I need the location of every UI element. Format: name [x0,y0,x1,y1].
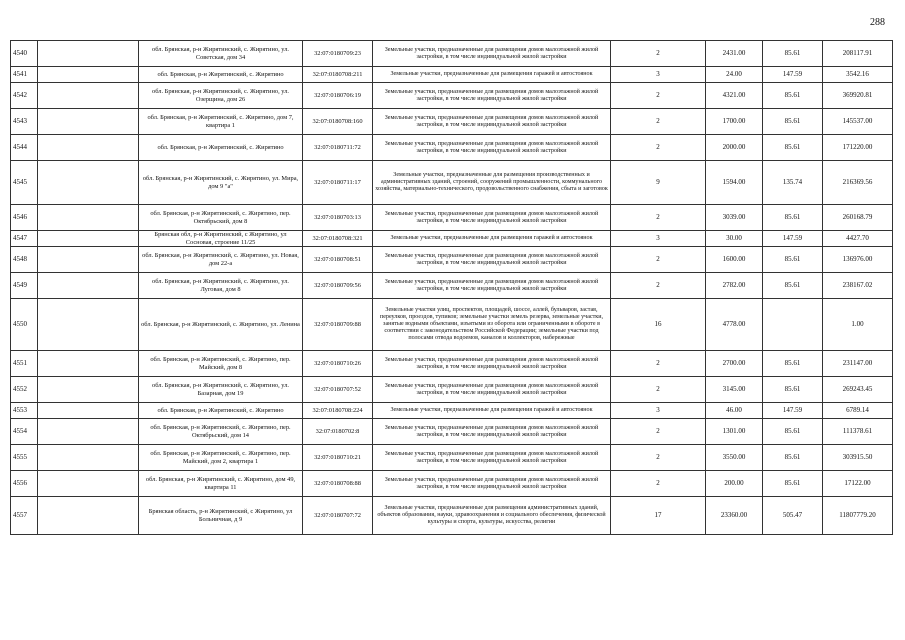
cell-id: 4544 [11,135,38,161]
cell-empty [38,109,139,135]
cell-cadastral: 32:07:0180711:72 [303,135,373,161]
cell-empty [38,299,139,351]
cell-id: 4548 [11,247,38,273]
cell-area: 4778.00 [706,299,763,351]
cell-rate: 85.61 [763,83,823,109]
cell-value: 369920.81 [823,83,893,109]
cell-use: Земельные участки, предназначенные для размещения гаражей и автостоянок [373,403,611,419]
cell-use: Земельные участки, предназначенные для размещения гаражей и автостоянок [373,67,611,83]
cell-empty [38,419,139,445]
cell-area: 30.00 [706,231,763,247]
cell-empty [38,205,139,231]
cell-rate: 505.47 [763,497,823,535]
table-row [11,351,893,377]
cell-cadastral: 32:07:0180709:56 [303,273,373,299]
table-row [11,109,893,135]
cell-area: 24.00 [706,67,763,83]
cell-address: обл. Брянская, р-н Жирятинский, с. Жирятино, дом 7, квартира 1 [139,109,303,135]
cell-empty [38,377,139,403]
cell-empty [38,41,139,67]
table-row [11,247,893,273]
cell-use: Земельные участки, предназначенные для размещения домов малоэтажной жилой застройки, в том числе индивидуальной жилой застройки [373,471,611,497]
cell-group: 2 [611,205,706,231]
cadastral-table [10,40,893,535]
cell-id: 4542 [11,83,38,109]
cell-empty [38,247,139,273]
cell-use: Земельные участки, предназначенные для размещения гаражей и автостоянок [373,231,611,247]
table-row [11,403,893,419]
table-row [11,445,893,471]
table-row [11,273,893,299]
cell-group: 2 [611,109,706,135]
cell-cadastral: 32:07:0180707:52 [303,377,373,403]
cell-use: Земельные участки, предназначенные для размещения домов малоэтажной жилой застройки, в том числе индивидуальной жилой застройки [373,83,611,109]
table-row [11,497,893,535]
cell-rate: 147.59 [763,67,823,83]
cell-use: Земельные участки, предназначенные для размещения домов малоэтажной жилой застройки, в том числе индивидуальной жилой застройки [373,41,611,67]
cell-value: 260168.79 [823,205,893,231]
cell-empty [38,231,139,247]
cell-cadastral: 32:07:0180710:21 [303,445,373,471]
cell-address: обл. Брянская, р-н Жирятинский, с. Жирятино, пер. Октябрьский, дом 8 [139,205,303,231]
cell-value: 303915.50 [823,445,893,471]
table-row [11,377,893,403]
cell-area: 2782.00 [706,273,763,299]
cell-id: 4546 [11,205,38,231]
table-row [11,471,893,497]
cell-address: обл. Брянская, р-н Жирятинский, с. Жирятино [139,67,303,83]
cell-rate: 85.61 [763,377,823,403]
cell-group: 2 [611,135,706,161]
cell-use: Земельные участки улиц, проспектов, площадей, шоссе, аллей, бульваров, застав, переулков, проездов, тупиков; земельные участки земель резерва, земельные участки, занятые водными объектами, изъятыми из оборота или ограниченными в обороте в соответствии с законодательством Российской Федерации; земельные участки под полосами отвода водоемов, каналов и коллекторов, набережные [373,299,611,351]
cell-cadastral: 32:07:0180703:13 [303,205,373,231]
cell-group: 16 [611,299,706,351]
cell-address: обл. Брянская, р-н Жирятинский, с. Жирятино [139,135,303,161]
table-row [11,83,893,109]
cell-area: 1700.00 [706,109,763,135]
cell-value: 6789.14 [823,403,893,419]
cell-use: Земельные участки, предназначенные для размещения домов малоэтажной жилой застройки, в том числе индивидуальной жилой застройки [373,351,611,377]
table-row [11,161,893,205]
cell-rate: 135.74 [763,161,823,205]
cell-address: обл. Брянская, р-н Жирятинский, с. Жирятино, ул. Луговая, дом 8 [139,273,303,299]
cell-empty [38,135,139,161]
cell-area: 2700.00 [706,351,763,377]
cell-area: 1600.00 [706,247,763,273]
cell-cadastral: 32:07:0180710:26 [303,351,373,377]
cell-value: 17122.00 [823,471,893,497]
cell-address: обл. Брянская, р-н Жирятинский, с. Жирятино, пер. Майский, дом 2, квартира 1 [139,445,303,471]
cell-id: 4550 [11,299,38,351]
cell-value: 238167.02 [823,273,893,299]
cell-cadastral: 32:07:0180708:321 [303,231,373,247]
cell-group: 2 [611,445,706,471]
cell-area: 23360.00 [706,497,763,535]
cell-value: 231147.00 [823,351,893,377]
cell-value: 1.00 [823,299,893,351]
cell-address: обл. Брянская, р-н Жирятинский, с. Жирятино, ул. Базарная, дом 19 [139,377,303,403]
cell-cadastral: 32:07:0180708:224 [303,403,373,419]
cell-rate: 85.61 [763,135,823,161]
cell-cadastral: 32:07:0180708:51 [303,247,373,273]
cell-group: 3 [611,403,706,419]
cell-use: Земельные участки, предназначенные для размещения домов малоэтажной жилой застройки, в том числе индивидуальной жилой застройки [373,377,611,403]
cell-group: 17 [611,497,706,535]
cell-rate: 85.61 [763,41,823,67]
cell-value: 171220.00 [823,135,893,161]
cell-value: 145537.00 [823,109,893,135]
cell-use: Земельные участки, предназначенные для размещения домов малоэтажной жилой застройки, в том числе индивидуальной жилой застройки [373,109,611,135]
cell-id: 4547 [11,231,38,247]
cell-id: 4541 [11,67,38,83]
cell-address: обл. Брянская, р-н Жирятинский, с. Жирятино, ул. Ленина [139,299,303,351]
cell-group: 3 [611,231,706,247]
table-row [11,135,893,161]
cell-id: 4549 [11,273,38,299]
cell-use: Земельные участки, предназначенные для размещения домов малоэтажной жилой застройки, в том числе индивидуальной жилой застройки [373,205,611,231]
cell-use: Земельные участки, предназначенные для размещения производственных и административных зданий, строений, сооружений промышленности, коммунального хозяйства, материально-технического, продовольственного снабжения, сбыта и заготовок [373,161,611,205]
cell-id: 4555 [11,445,38,471]
cell-value: 208117.91 [823,41,893,67]
cell-rate: 147.59 [763,231,823,247]
cell-group: 9 [611,161,706,205]
cell-address: обл. Брянская, р-н Жирятинский, с. Жирятино, ул. Новая, дом 22-а [139,247,303,273]
page-number: 288 [870,17,885,28]
cell-cadastral: 32:07:0180709:23 [303,41,373,67]
cell-group: 2 [611,83,706,109]
cell-empty [38,161,139,205]
table-row [11,67,893,83]
cell-group: 2 [611,471,706,497]
cell-group: 2 [611,41,706,67]
cell-rate: 85.61 [763,247,823,273]
cell-id: 4556 [11,471,38,497]
cell-address: обл. Брянская, р-н Жирятинский, с. Жирятино, дом 49, квартира 11 [139,471,303,497]
cell-rate: 147.59 [763,403,823,419]
cell-empty [38,83,139,109]
cell-rate: 85.61 [763,445,823,471]
cell-rate: 85.61 [763,471,823,497]
cell-address: обл. Брянская, р-н Жирятинский, с. Жирятино, ул. Советская, дом 34 [139,41,303,67]
cell-empty [38,445,139,471]
cell-value: 3542.16 [823,67,893,83]
table-row [11,231,893,247]
cell-address: Брянская обл, р-н Жирятинский, с Жирятино, ул Сосновая, строение 11/25 [139,231,303,247]
cell-id: 4543 [11,109,38,135]
cell-use: Земельные участки, предназначенные для размещения домов малоэтажной жилой застройки, в том числе индивидуальной жилой застройки [373,445,611,471]
cell-value: 4427.70 [823,231,893,247]
cell-address: обл. Брянская, р-н Жирятинский, с. Жирятино, ул. Озерщина, дом 26 [139,83,303,109]
cell-area: 46.00 [706,403,763,419]
table-row [11,299,893,351]
cell-address: обл. Брянская, р-н Жирятинский, с. Жирятино, пер. Майский, дом 8 [139,351,303,377]
cell-value: 11807779.20 [823,497,893,535]
cell-use: Земельные участки, предназначенные для размещения домов малоэтажной жилой застройки, в том числе индивидуальной жилой застройки [373,135,611,161]
cell-area: 3550.00 [706,445,763,471]
cell-cadastral: 32:07:0180707:72 [303,497,373,535]
cell-area: 200.00 [706,471,763,497]
cell-group: 2 [611,419,706,445]
cell-id: 4552 [11,377,38,403]
cell-rate: 85.61 [763,273,823,299]
cell-cadastral: 32:07:0180709:88 [303,299,373,351]
cell-empty [38,273,139,299]
cell-area: 2000.00 [706,135,763,161]
cell-empty [38,351,139,377]
cell-value: 111378.61 [823,419,893,445]
cell-use: Земельные участки, предназначенные для размещения домов малоэтажной жилой застройки, в том числе индивидуальной жилой застройки [373,419,611,445]
cell-cadastral: 32:07:0180708:211 [303,67,373,83]
cell-group: 2 [611,351,706,377]
cell-group: 2 [611,273,706,299]
cell-use: Земельные участки, предназначенные для размещения домов малоэтажной жилой застройки, в том числе индивидуальной жилой застройки [373,273,611,299]
cell-rate: 85.61 [763,109,823,135]
cell-group: 3 [611,67,706,83]
cell-cadastral: 32:07:0180708:88 [303,471,373,497]
cell-value: 216369.56 [823,161,893,205]
table-row [11,419,893,445]
cell-cadastral: 32:07:0180702:8 [303,419,373,445]
cell-rate [763,299,823,351]
cell-empty [38,403,139,419]
cell-area: 2431.00 [706,41,763,67]
cell-empty [38,67,139,83]
cell-rate: 85.61 [763,419,823,445]
cell-cadastral: 32:07:0180711:17 [303,161,373,205]
cell-id: 4557 [11,497,38,535]
cell-area: 3145.00 [706,377,763,403]
cell-empty [38,471,139,497]
cell-area: 3039.00 [706,205,763,231]
cell-group: 2 [611,247,706,273]
cell-area: 1594.00 [706,161,763,205]
cell-area: 1301.00 [706,419,763,445]
cell-cadastral: 32:07:0180708:160 [303,109,373,135]
cell-id: 4553 [11,403,38,419]
cell-value: 269243.45 [823,377,893,403]
cell-rate: 85.61 [763,351,823,377]
cell-value: 136976.00 [823,247,893,273]
cell-rate: 85.61 [763,205,823,231]
cell-id: 4551 [11,351,38,377]
cell-use: Земельные участки, предназначенные для размещения домов малоэтажной жилой застройки, в том числе индивидуальной жилой застройки [373,247,611,273]
cell-id: 4540 [11,41,38,67]
cell-group: 2 [611,377,706,403]
cell-id: 4545 [11,161,38,205]
table-row [11,205,893,231]
table-row [11,41,893,67]
cell-use: Земельные участки, предназначенные для размещения административных зданий, объектов образования, науки, здравоохранения и социального обеспечения, физической культуры и спорта, культуры, искусства, религии [373,497,611,535]
cell-address: Брянская область, р-н Жирятинский, с Жирятино, ул Больничная, д 9 [139,497,303,535]
cell-address: обл. Брянская, р-н Жирятинский, с. Жирятино [139,403,303,419]
cell-id: 4554 [11,419,38,445]
cell-empty [38,497,139,535]
cell-address: обл. Брянская, р-н Жирятинский, с. Жирятино, ул. Мира, дом 9 "а" [139,161,303,205]
cell-area: 4321.00 [706,83,763,109]
cell-address: обл. Брянская, р-н Жирятинский, с. Жирятино, пер. Октябрьский, дом 14 [139,419,303,445]
cell-cadastral: 32:07:0180706:19 [303,83,373,109]
